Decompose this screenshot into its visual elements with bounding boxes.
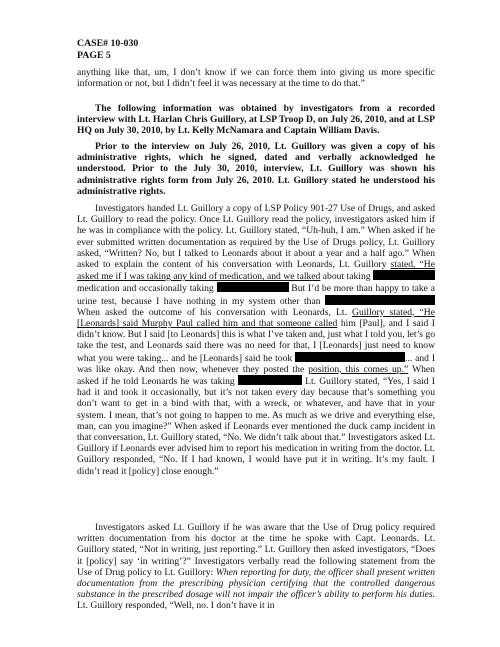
text-run: him [Paul], and I said I didn’t know. But I said [to Leonards] this is what I’ve taken and, just what I told you, let’s go take the test, and Leonards said there was no need for that, I [Leonards] just need to know what you were taking... and he [Leonards] said he took [77,318,436,364]
paragraph-interview-intro: The following information was obtained by investigators from a recorded interview with Lt. Harlan Chris Guillory, at LSP Troop D, on July 26, 2010, and at LSP HQ on July 30, 2010, by Lt. Kelly McNamara and Captain William Davis. [77,103,435,137]
text-run: When asked if he told Leonards he was taking [77,363,435,388]
text-run: Investigators asked Lt. Guillory if he was aware that the Use of Drug policy required written documentation from his doctor at the time he spoke with Capt. Leonards. Lt. Guillory stated, “Not in writing, just reporting.” Lt. Guillory then asked investigators, “Does it [policy] say ‘in writing’?” Investigators verbally read the following statement from the Use of Drug policy to Lt. Guillory: [77,522,435,578]
underlined-text: Guillory stated, “He [Leonards] said Murphy Paul called him and that someone called [77,306,435,330]
paragraph-written-documentation [77,522,435,612]
policy-quote: When reporting for duty, the officer shall present written documentation from the prescribing physician certifying that the controlled dangerous substance in the prescribed dosage will not impair the officer’s ability to perform his duties. [77,566,435,601]
underlined-text: stated, “He asked me if I was taking any kind of medication, and we talked [77,259,435,283]
case-number: CASE# 10-030 [77,38,139,49]
redaction-bar [325,295,435,305]
text-run: medication and occasionally taking [77,283,214,295]
redaction-bar [373,270,435,280]
paragraph-policy-discussion [77,203,435,477]
text-run: ... and I was like okay. And then now, whenever they posted the [77,352,436,375]
text-run: Investigators handed Lt. Guillory a copy of LSP Policy 901-27 Use of Drugs, and asked Lt. Guillory to read the policy. Once Lt. Guillory read the policy, investigators asked him if he was in compliance with the policy. Lt. Guillory stated, “Uh-huh, I am.” When asked if he ever submitted written documentation as required by the Use of Drugs policy, Lt. Guillory asked, “Written? No, but I talked to Leonards about it about a year and a half ago.” When asked to explain the content of his conversation with Leonards, Lt. Guillory [77,203,435,271]
text-run: about taking [320,271,371,283]
redaction-bar [217,282,289,292]
text-run: Lt. Guillory responded, “Well, no. I don’t have it in [77,600,275,612]
redaction-bar [295,352,405,362]
redaction-bar [238,375,302,385]
underlined-text: position, this comes up.” [308,363,409,375]
paragraph-administrative-rights: Prior to the interview on July 26, 2010, Lt. Guillory was given a copy of his administrative rights, which he signed, dated and verbally acknowledged he understood. Prior to the July 30, 2010, interview, Lt. Guillory was shown his administrative rights form from July 26, 2010. Lt. Guillory stated he understood his administrative rights. [77,141,435,197]
page-number: PAGE 5 [77,50,111,61]
text-run: Lt. Guillory stated, “Yes, I said I had it and took it occasionally, but it’s not taken every day because that’s something you don’t want to get in a bind with that, with a wreck, or whatever, and have that in your system. I mean, that’s not going to happen to me. As much as we drive and everything else, man, can you imagine?” When asked if Leonards ever mentioned the duck camp incident in that conversation, Lt. Guillory stated, “No. We didn’t talk about that.” Investigators asked Lt. Guillory if Leonards ever advised him to report his medication in writing from the doctor. Lt. Guillory responded, “No. If I had known, I would have put it in writing. It’s my fault. I didn’t read it [policy] close enough.” [77,376,435,477]
paragraph-continuation: anything like that, um, I don’t know if we can force them into giving us more specific information or not, but I didn’t feel it was necessary at the time to do that.” [77,67,435,90]
text-run: But I’d be more than happy to take a urine test, because I have nothing in my system other than [77,283,435,307]
text-run: When asked the outcome of his conversation with Leonards, Lt. [77,306,353,318]
